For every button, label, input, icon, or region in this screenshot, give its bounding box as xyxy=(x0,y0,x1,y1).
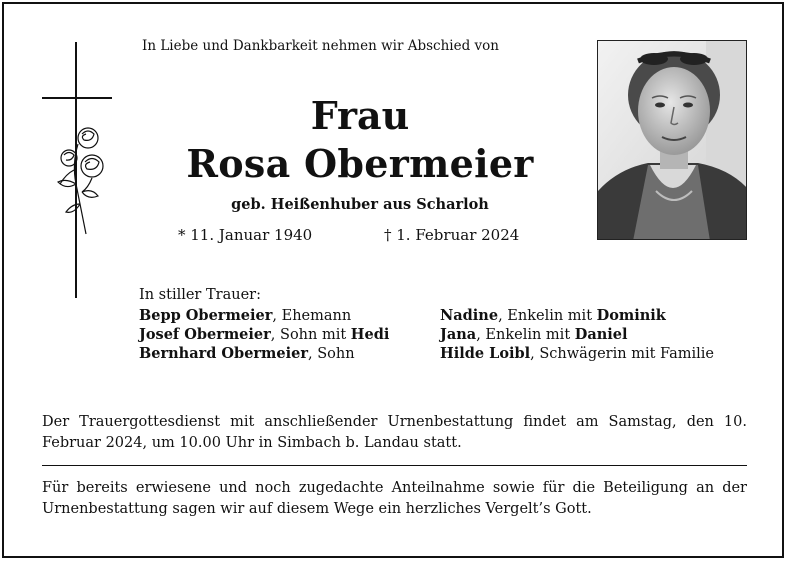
mourner-name: Josef Obermeier xyxy=(139,326,271,343)
mourner-entry xyxy=(139,325,389,344)
death-date: † 1. Februar 2024 xyxy=(384,226,520,244)
mourner-relation: , Enkelin mit xyxy=(476,327,575,343)
thanks-text: Für bereits erwiesene und noch zugedachte Anteilnahme sowie für die Beteiligung an der Urnenbestattung sagen wir auf diesem Wege ein herzliches Vergelt’s Gott. xyxy=(42,480,747,517)
portrait-photo xyxy=(597,40,747,240)
mourners-left-list xyxy=(139,306,389,363)
mourner-relation: , Sohn mit xyxy=(270,327,351,343)
salutation: Frau xyxy=(310,93,410,138)
divider xyxy=(42,465,747,466)
mourner-partner: Daniel xyxy=(574,326,628,343)
intro-line: In Liebe und Dankbarkeit nehmen wir Abschied von xyxy=(142,38,499,54)
mourner-partner: Dominik xyxy=(596,307,666,324)
mourner-name: Nadine xyxy=(440,307,499,324)
mourners-right-list xyxy=(440,306,714,363)
mourner-name: Bernhard Obermeier xyxy=(139,345,309,362)
mourner-entry xyxy=(440,344,714,363)
mourner-entry xyxy=(440,306,714,325)
mourner-entry xyxy=(139,306,389,325)
mourners-heading: In stiller Trauer: xyxy=(139,287,261,303)
mourner-entry xyxy=(139,344,389,363)
roses-icon xyxy=(52,122,110,240)
deceased-name: Rosa Obermeier xyxy=(186,141,534,186)
mourner-relation: , Sohn xyxy=(308,346,355,362)
birth-date: * 11. Januar 1940 xyxy=(178,226,313,244)
mourner-entry xyxy=(440,325,714,344)
mourner-relation: , Enkelin mit xyxy=(498,308,597,324)
birth-name: geb. Heißenhuber aus Scharloh xyxy=(231,196,489,213)
mourner-name: Bepp Obermeier xyxy=(139,307,273,324)
mourner-relation: , Ehemann xyxy=(272,308,352,324)
cross-horizontal-bar xyxy=(42,97,112,99)
mourner-relation: , Schwägerin mit Familie xyxy=(530,346,714,362)
funeral-service-text: Der Trauergottesdienst mit anschließender Urnenbestattung findet am Samstag, den 10. Februar 2024, um 10.00 Uhr in Simbach b. Landau statt. xyxy=(42,414,747,451)
mourner-name: Jana xyxy=(440,326,477,343)
mourner-name: Hilde Loibl xyxy=(440,345,531,362)
mourner-partner: Hedi xyxy=(350,326,390,343)
